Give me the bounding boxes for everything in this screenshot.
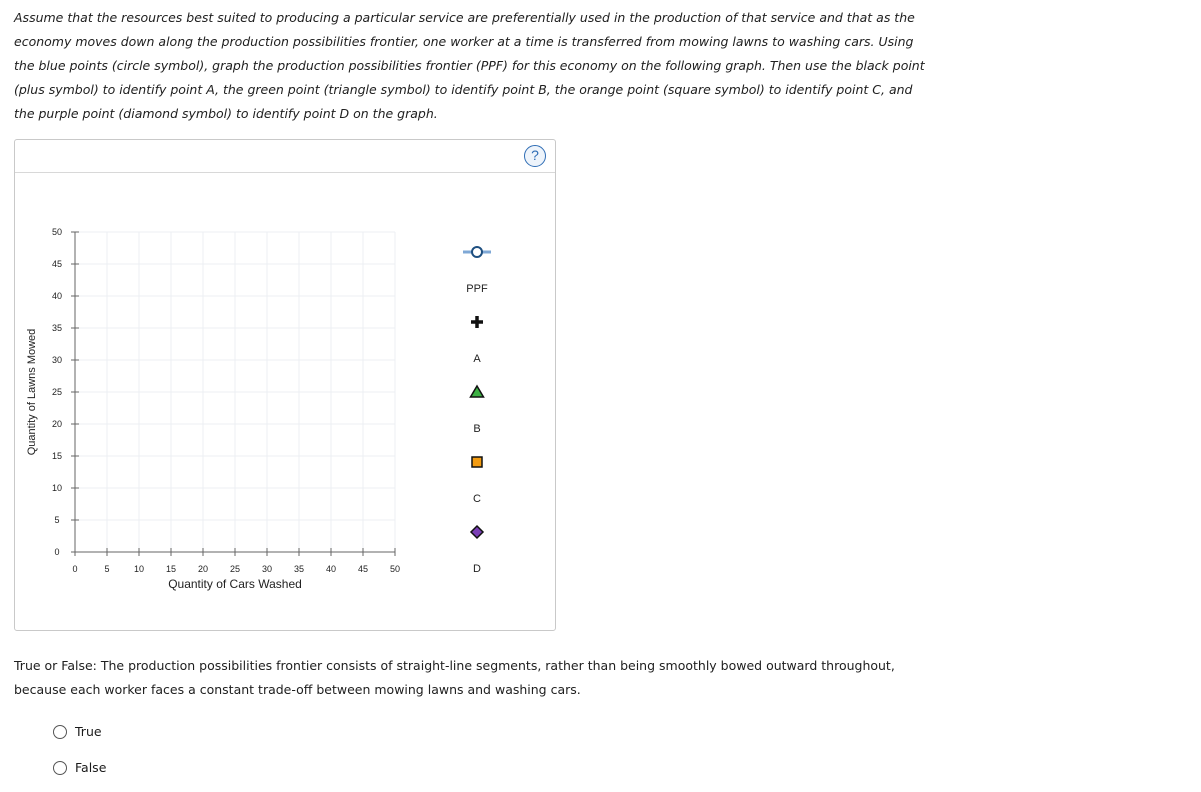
y-tick-label: 25: [51, 387, 63, 397]
x-tick-label: 15: [165, 564, 177, 574]
y-tick-label: 20: [51, 419, 63, 429]
legend-d-label: D: [473, 563, 481, 575]
legend-a-label: A: [473, 353, 481, 365]
x-tick-label: 5: [104, 564, 110, 574]
legend-b-label: B: [473, 423, 481, 435]
ppf-chart[interactable]: [15, 140, 555, 630]
instructions-text: Assume that the resources best suited to producing a particular service are preferentially used in the production of that service and that as the economy moves down along the production possibilities frontier, one worker at a time is transferred from mowing lawns to washing cars. Using the blue points (circle symbol), graph the production possibilities frontier (PPF) for this economy on the following graph. Then use the black point (plus symbol) to identify point A, the green point (triangle symbol) to identify point B, the orange point (square symbol) to identify point C, and the purple point (diamond symbol) to identify point D on the graph.: [14, 10, 925, 121]
graph-panel: [14, 139, 556, 631]
option-true[interactable]: [53, 724, 102, 739]
y-tick-label: 35: [51, 323, 63, 333]
x-tick-label: 0: [72, 564, 78, 574]
x-tick-label: 25: [229, 564, 241, 574]
x-tick-label: 45: [357, 564, 369, 574]
legend-ppf-label: PPF: [466, 283, 488, 295]
y-tick-label: 40: [51, 291, 63, 301]
help-button[interactable]: ?: [524, 145, 546, 167]
y-tick-label: 45: [51, 259, 63, 269]
x-tick-label: 50: [389, 564, 401, 574]
legend-b-triangle-icon[interactable]: [471, 386, 484, 397]
false-radio[interactable]: [53, 761, 67, 775]
legend-ppf-circle-icon[interactable]: [472, 247, 482, 257]
x-tick-label: 35: [293, 564, 305, 574]
option-false[interactable]: [53, 760, 106, 775]
true-radio[interactable]: [53, 725, 67, 739]
y-tick-label: 10: [51, 483, 63, 493]
x-axis-label: Quantity of Cars Washed: [168, 577, 302, 591]
true-label: True: [75, 724, 102, 739]
y-tick-label: 50: [51, 227, 63, 237]
x-tick-label: 30: [261, 564, 273, 574]
y-tick-label: 0: [54, 547, 60, 557]
question-text: True or False: The production possibilities frontier consists of straight-line segments, rather than being smoothly bowed outward throughout, because each worker faces a constant trade-off between mowing lawns and washing cars.: [14, 658, 895, 697]
legend-c-square-icon[interactable]: [472, 457, 482, 467]
legend-d-diamond-icon[interactable]: [471, 526, 483, 538]
y-tick-label: 5: [54, 515, 60, 525]
x-tick-label: 40: [325, 564, 337, 574]
x-tick-label: 20: [197, 564, 209, 574]
legend-c-label: C: [473, 493, 481, 505]
y-axis-label: Quantity of Lawns Mowed: [26, 328, 38, 456]
y-tick-label: 30: [51, 355, 63, 365]
y-tick-label: 15: [51, 451, 63, 461]
x-tick-label: 10: [133, 564, 145, 574]
false-label: False: [75, 760, 107, 775]
legend-a-plus-icon[interactable]: [471, 316, 483, 328]
